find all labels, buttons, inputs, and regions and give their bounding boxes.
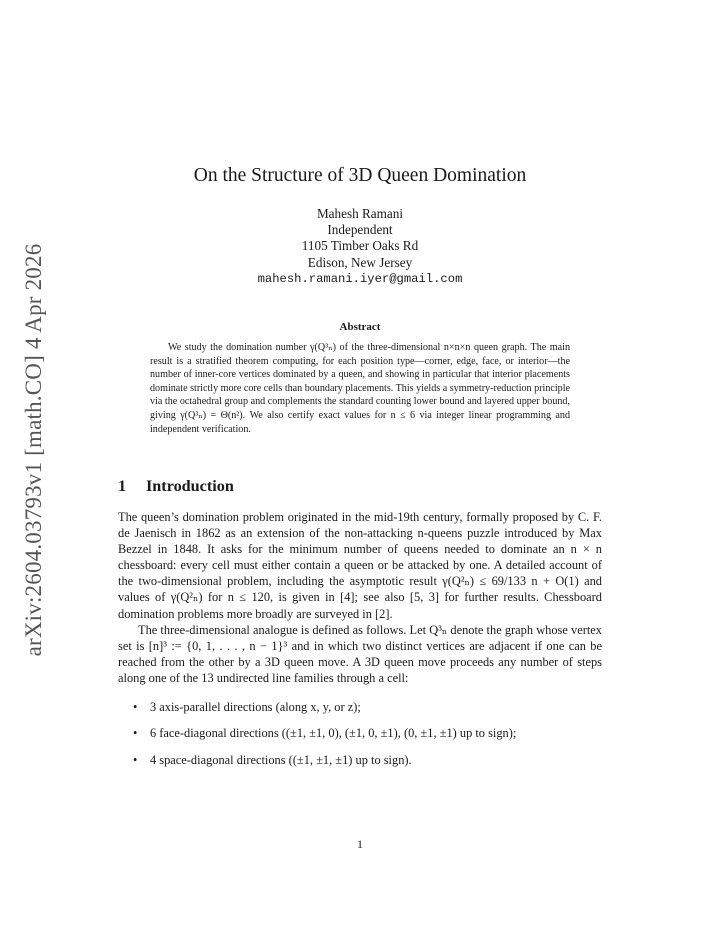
- author-block: [0, 206, 720, 287]
- page-number: 1: [357, 837, 363, 851]
- paper-title: On the Structure of 3D Queen Domination: [193, 165, 527, 186]
- author-email: mahesh.ramani.iyer@gmail.com: [257, 271, 463, 286]
- bullet-text: 3 axis-parallel directions (along x, y, or z);: [150, 700, 361, 714]
- section-title: Introduction: [146, 477, 234, 495]
- abstract-text: We study the domination number γ(Q³ₙ) of the three-dimensional n×n×n queen graph. The main result is a stratified theorem computing, for each position type—corner, edge, face, or interior—the number of inner-core vertices dominated by a queen, and showing in particular that interior placements dominate strictly more core cells than boundary placements. This yields a symmetry-reduction principle via the octahedral group and complements the standard counting lower bound and layered upper bound, giving γ(Q³ₙ) = Θ(n²). We also certify exact values for n ≤ 6 via integer linear programming and independent verification.: [150, 342, 570, 435]
- bullet-item: [133, 725, 516, 741]
- bullet-text: 4 space-diagonal directions ((±1, ±1, ±1) up to sign).: [150, 753, 412, 767]
- abstract-body: [150, 341, 570, 436]
- abstract-heading: Abstract: [339, 321, 381, 333]
- arxiv-identifier: arXiv:2604.03793v1 [math.CO] 4 Apr 2026: [21, 243, 46, 657]
- intro-paragraph-1: The queen’s domination problem originated in the mid-19th century, formally proposed by C. F. de Jaenisch in 1862 as an extension of the non-attacking n-queens puzzle introduced by Max Bezzel in 1848. It asks for the minimum number of queens needed to dominate an n × n chessboard: every cell must either contain a queen or be attacked by one. A detailed account of the two-dimensional problem, including the asymptotic result γ(Q²ₙ) ≤ 69/133 n + O(1) and values of γ(Q²ₙ) for n ≤ 120, is given in [4]; see also [5, 3] for further results. Chessboard domination problems more broadly are surveyed in [2].: [118, 510, 602, 621]
- bullet-marker: •: [133, 726, 138, 740]
- bullet-item: [133, 699, 361, 715]
- introduction-body: [118, 509, 602, 686]
- bullet-marker: •: [133, 700, 138, 714]
- bullet-text: 6 face-diagonal directions ((±1, ±1, 0), (±1, 0, ±1), (0, ±1, ±1) up to sign);: [150, 726, 517, 740]
- arxiv-sidebar-stamp: [14, 243, 54, 657]
- author-affiliation: Independent: [327, 222, 393, 238]
- author-address-line1: 1105 Timber Oaks Rd: [301, 238, 419, 254]
- bullet-marker: •: [133, 753, 138, 767]
- intro-paragraph-2: The three-dimensional analogue is defined as follows. Let Q³ₙ denote the graph whose vertex set is [n]³ := {0, 1, . . . , n − 1}³ and in which two distinct vertices are adjacent if one can be reached from the other by a 3D queen move. A 3D queen move proceeds any number of steps along one of the 13 undirected line families through a cell:: [118, 622, 602, 685]
- bullet-item: [133, 752, 412, 768]
- section-number: 1: [118, 477, 127, 495]
- author-name: Mahesh Ramani: [316, 206, 404, 221]
- author-address-line2: Edison, New Jersey: [307, 254, 413, 270]
- section-heading: [118, 477, 234, 496]
